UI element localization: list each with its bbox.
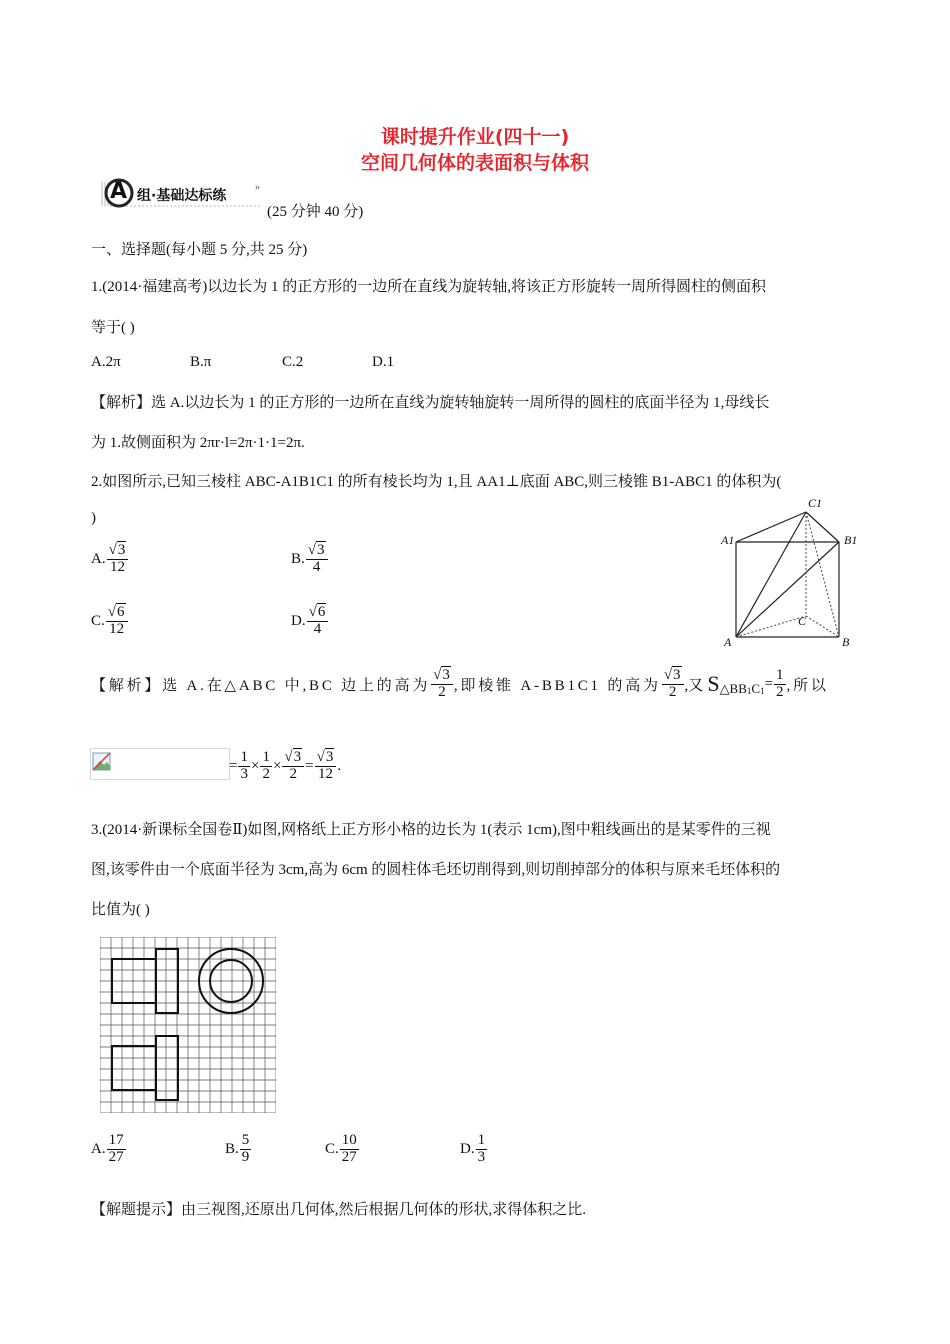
label-c: C bbox=[798, 614, 807, 628]
q3-option-d: D. $\frac{1}{3}$ bbox=[460, 1132, 486, 1165]
q1-stem: 1.(2014·福建高考)以边长为 1 的正方形的一边所在直线为旋转轴,将该正方形旋转一周所得圆柱的侧面积 bbox=[91, 279, 766, 295]
q2-stem-cont: ) bbox=[91, 510, 96, 526]
q2-option-a: A. $\frac{√3}{12}$ bbox=[91, 543, 129, 576]
q2-stem: 2.如图所示,已知三棱柱 ABC-A1B1C1 的所有棱长均为 1,且 AA1⊥底面 ABC,则三棱锥 B1-ABC1 的体积为( bbox=[91, 474, 782, 490]
section-heading: 一、选择题(每小题 5 分,共 25 分) bbox=[91, 242, 308, 258]
label-a1: A1 bbox=[721, 533, 735, 547]
q3-hint: 【解题提示】由三视图,还原出几何体,然后根据几何体的形状,求得体积之比. bbox=[91, 1202, 587, 1218]
q2-option-c: C. $\frac{√6}{12}$ bbox=[91, 605, 129, 638]
time-score: (25 分钟 40 分) bbox=[267, 204, 364, 220]
q1-option-d: D.1 bbox=[372, 354, 395, 370]
q3-stem-cont: 图,该零件由一个底面半径为 3cm,高为 6cm 的圆柱体毛坯切削得到,则切削掉部分的体积与原来毛坯体积的 bbox=[91, 862, 781, 878]
badge-arrow-icon: » bbox=[255, 182, 260, 193]
q3-option-a: A. $\frac{17}{27}$ bbox=[91, 1132, 124, 1165]
prism-figure bbox=[718, 494, 868, 654]
q2-option-d: D. $\frac{√6}{4}$ bbox=[291, 605, 329, 638]
q1-option-b: B.π bbox=[190, 354, 212, 370]
page-title: 课时提升作业(四十一) bbox=[380, 126, 570, 148]
three-view-figure bbox=[100, 937, 276, 1113]
q1-stem-cont: 等于( ) bbox=[91, 320, 135, 336]
q2-calculation: = $\frac{1}{3}$ × $\frac{1}{2}$ × $\frac{√3}{2}$ = $\frac{√3}{12}$ . bbox=[229, 749, 342, 782]
label-c1: C1 bbox=[808, 496, 823, 510]
q3-stem-cont2: 比值为( ) bbox=[91, 902, 150, 918]
q2-option-b: B. $\frac{√3}{4}$ bbox=[291, 543, 329, 576]
q3-stem: 3.(2014·新课标全国卷Ⅱ)如图,网格纸上正方形小格的边长为 1(表示 1cm),图中粗线画出的是某零件的三视 bbox=[91, 822, 771, 838]
broken-image-icon bbox=[92, 752, 112, 772]
q1-option-c: C.2 bbox=[282, 354, 304, 370]
q1-solution: 【解析】选 A.以边长为 1 的正方形的一边所在直线为旋转轴旋转一周所得的圆柱的底面半径为 1,母线长 bbox=[91, 395, 770, 411]
q1-option-a: A.2π bbox=[91, 354, 121, 370]
q3-option-c: C. $\frac{10}{27}$ bbox=[325, 1132, 357, 1165]
label-a: A bbox=[724, 635, 732, 649]
label-b: B bbox=[842, 635, 850, 649]
badge-text: 组·基础达标练 bbox=[137, 188, 227, 204]
page-subtitle: 空间几何体的表面积与体积 bbox=[360, 152, 589, 174]
q2-solution: 【解析】选 A.在△ABC 中,BC 边上的高为 $\frac{√3}{2}$ ,即棱锥 A-BB1C1 的高为 $\frac{√3}{2}$ ,又 S △BB 1 C 1 = $\frac{1}{2}$ ,所以 bbox=[91, 667, 829, 700]
badge-letter: A bbox=[110, 179, 128, 204]
q1-solution-cont: 为 1.故侧面积为 2πr·l=2π·1·1=2π. bbox=[91, 435, 305, 451]
image-placeholder bbox=[90, 748, 230, 780]
label-b1: B1 bbox=[844, 533, 858, 547]
q3-option-b: B. $\frac{5}{9}$ bbox=[225, 1132, 250, 1165]
